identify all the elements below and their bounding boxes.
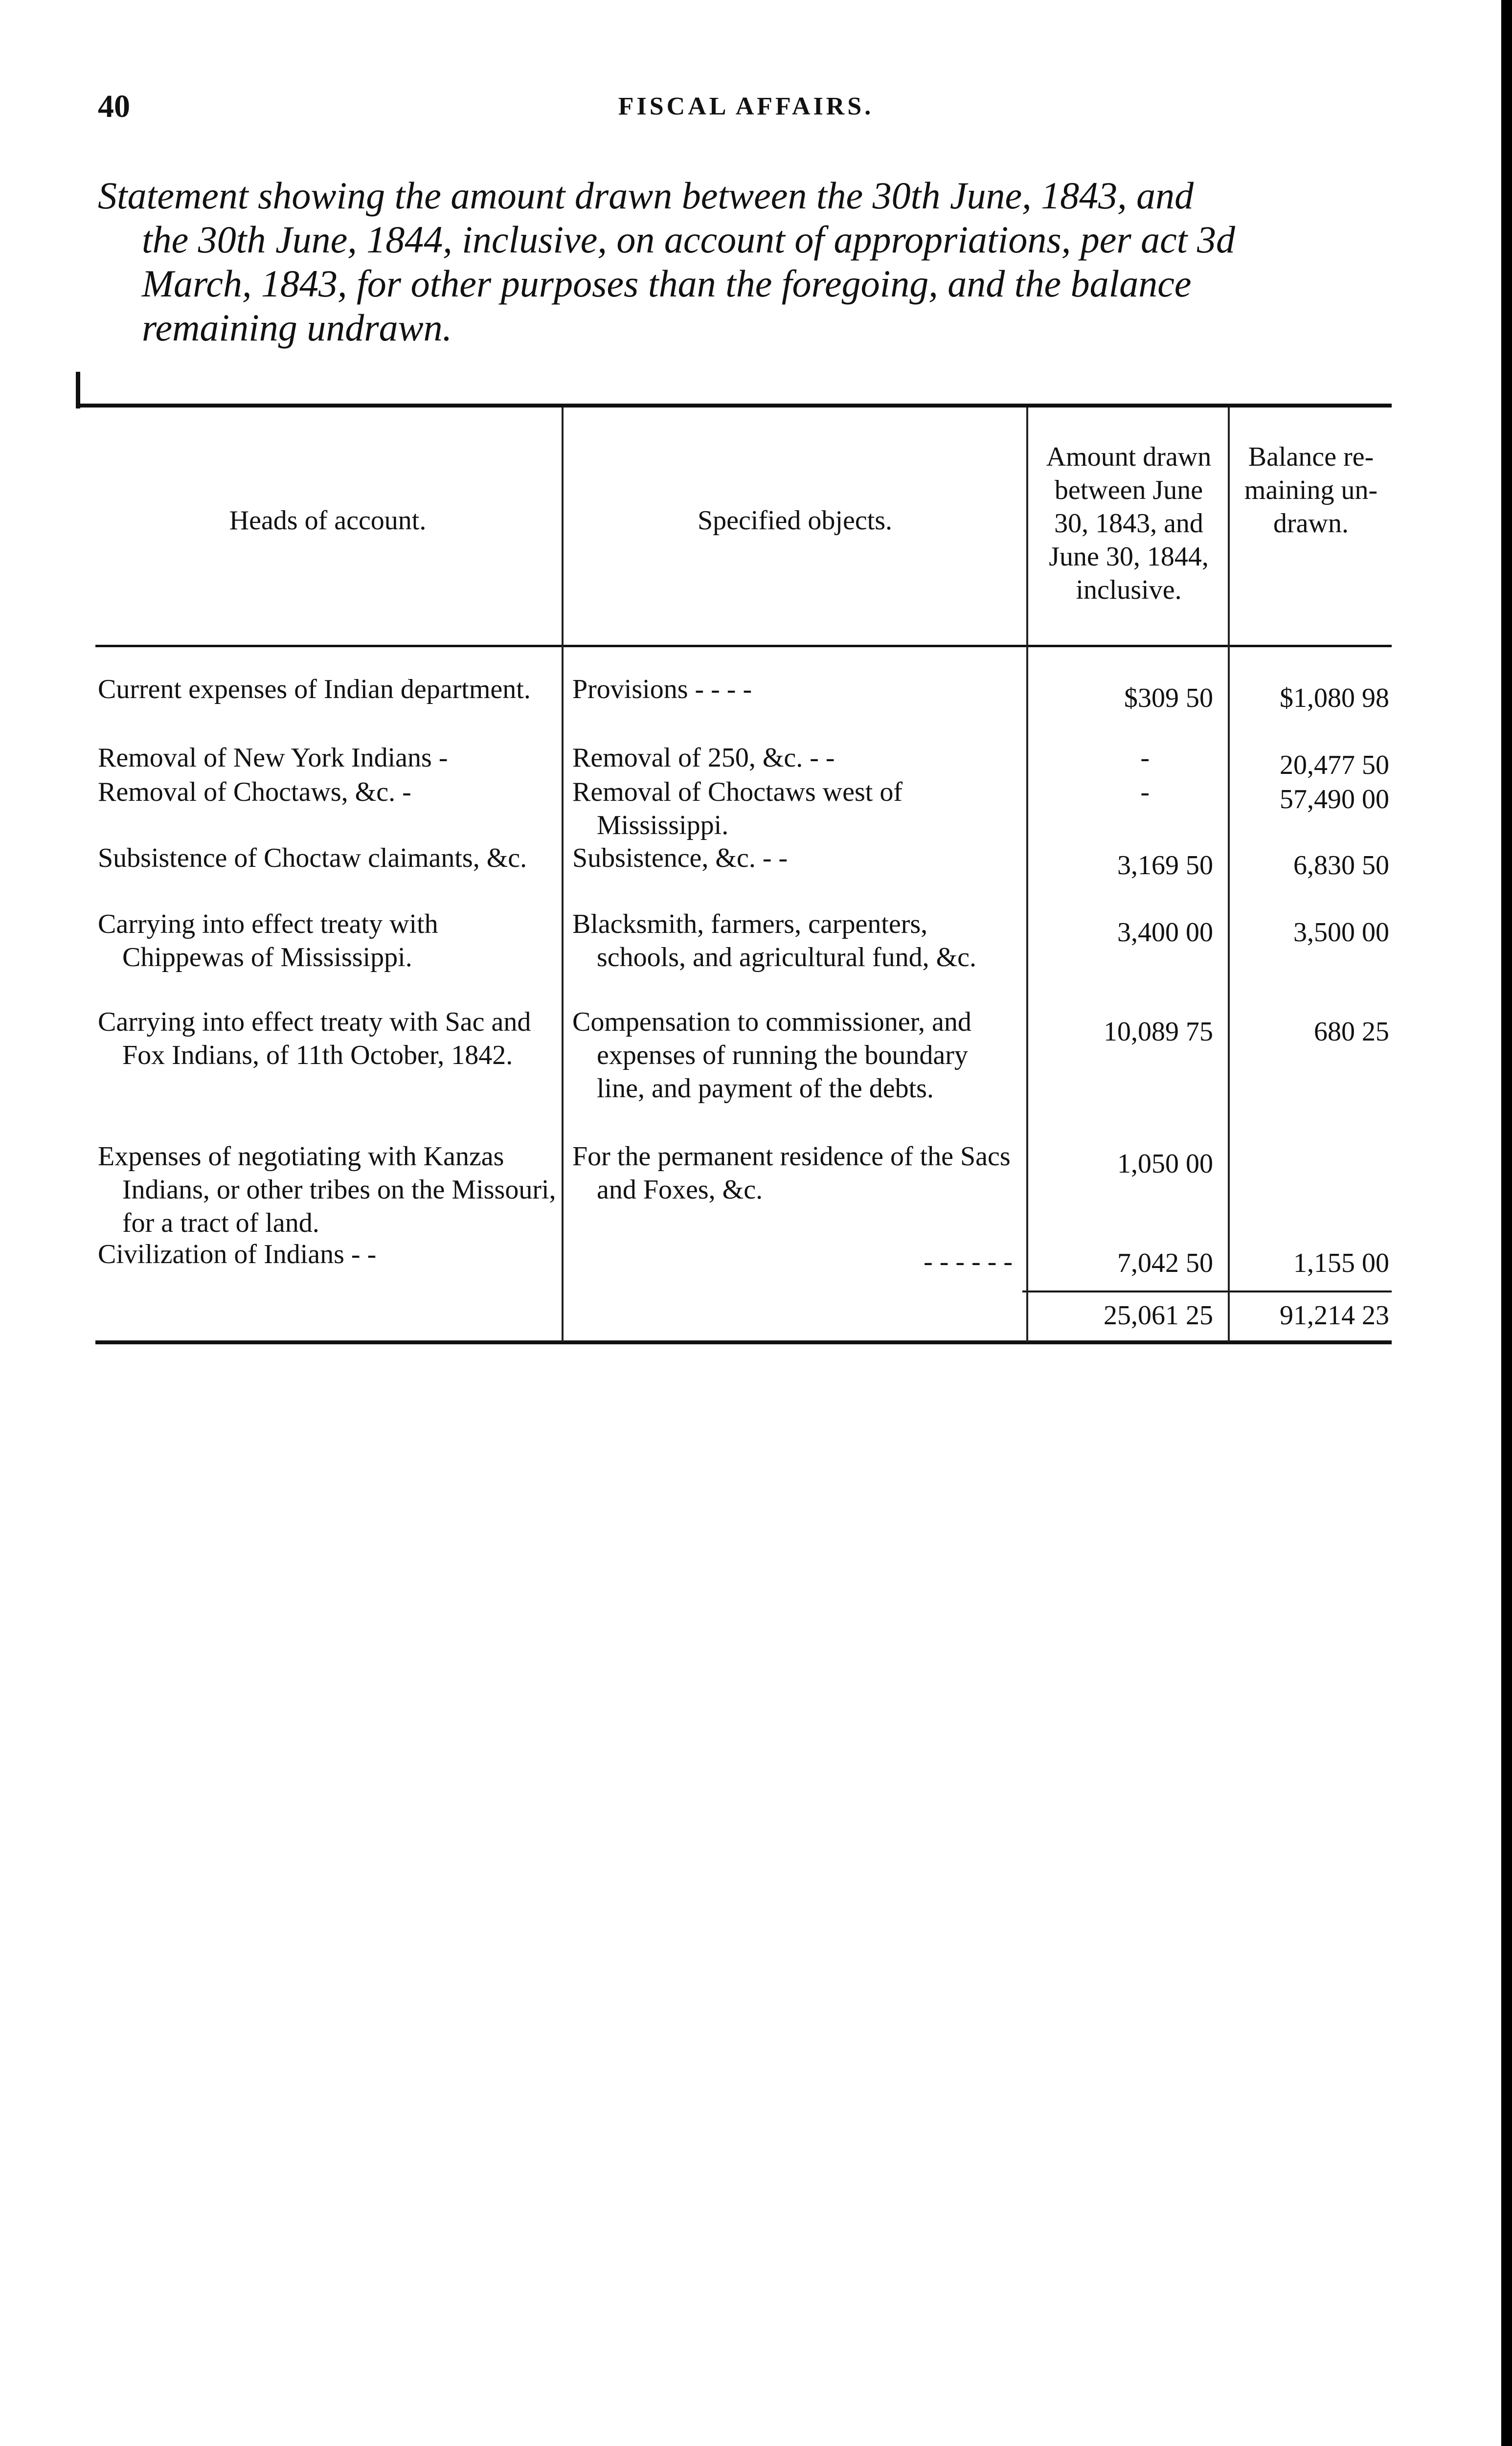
header-bottom-rule [95,645,1392,647]
row-amount: - [1140,777,1150,807]
row-amount: 7,042 50 [1117,1248,1213,1278]
column-head-amount [1030,440,1228,607]
scan-border [1501,0,1512,2446]
table-top-bracket [76,372,80,408]
row-objects: Removal of 250, &c. - - [572,743,835,773]
row-objects: For the permanent residence of the Sacs and Foxes, &c. [572,1141,1011,1205]
row-amount: 3,400 00 [1117,917,1213,948]
column-head-heads: Heads of account. [229,505,427,536]
page-number: 40 [98,89,130,124]
column-divider [562,408,564,1342]
table-bottom-rule [95,1340,1392,1344]
row-amount: 3,169 50 [1117,850,1213,881]
column-head-line: 30, 1843, and [1054,508,1203,539]
title-line: Statement showing the amount drawn between the 30th June, 1843, and [98,174,1194,217]
row-balance: 680 25 [1314,1017,1389,1047]
row-amount: - [1140,743,1150,773]
row-objects: - - - - - - [924,1246,1013,1277]
row-head: Removal of New York Indians - [98,743,448,773]
column-head-line: Balance re- [1248,442,1374,472]
row-objects: Blacksmith, farmers, carpenters, schools, and agricultural fund, &c. [572,909,977,973]
column-head-line: between June [1054,475,1203,505]
column-head-line: Amount drawn [1046,442,1212,472]
row-head: Carrying into effect treaty with Chippewas of Mississippi. [98,909,438,973]
row-objects: Removal of Choctaws west of Mississippi. [572,777,903,840]
column-head-line: maining un- [1244,475,1378,505]
row-amount: 1,050 00 [1117,1149,1213,1179]
row-amount: $309 50 [1124,683,1213,713]
row-balance: 57,490 00 [1280,784,1389,815]
column-head-balance [1230,440,1392,540]
column-head-objects: Specified objects. [697,505,893,536]
title-line: the 30th June, 1844, inclusive, on account of appropriations, per act 3d [142,218,1235,261]
table-top-rule [76,404,1392,408]
row-head: Civilization of Indians - - [98,1239,377,1269]
row-balance: 6,830 50 [1293,850,1389,881]
row-balance: $1,080 98 [1280,683,1389,713]
total-amount: 25,061 25 [1104,1300,1213,1331]
statement-title [98,174,1399,350]
column-head-line: June 30, 1844, [1049,542,1209,572]
row-head: Subsistence of Choctaw claimants, &c. [98,843,527,873]
title-line: remaining undrawn. [142,306,452,349]
row-objects: Subsistence, &c. - - [572,843,788,873]
row-objects: Compensation to commissioner, and expenses of running the boundary line, and payment of the debts. [572,1007,971,1104]
row-head: Removal of Choctaws, &c. - [98,777,411,807]
totals-rule [1022,1291,1392,1292]
row-head: Current expenses of Indian department. [98,674,531,704]
total-balance: 91,214 23 [1280,1300,1389,1331]
row-amount: 10,089 75 [1104,1017,1213,1047]
title-line: March, 1843, for other purposes than the foregoing, and the balance [142,262,1192,305]
row-objects: Provisions - - - - [572,674,752,704]
column-head-line: inclusive. [1076,575,1182,605]
row-balance: 1,155 00 [1293,1248,1389,1278]
column-divider [1026,408,1028,1342]
column-divider [1228,408,1230,1342]
row-balance: 3,500 00 [1293,917,1389,948]
row-balance: 20,477 50 [1280,750,1389,780]
column-head-line: drawn. [1273,508,1349,539]
row-head: Expenses of negotiating with Kanzas Indians, or other tribes on the Missouri, for a tract of land. [98,1141,556,1238]
page-header [98,88,1394,147]
row-head: Carrying into effect treaty with Sac and Fox Indians, of 11th October, 1842. [98,1007,531,1070]
running-head: FISCAL AFFAIRS. [618,92,874,120]
